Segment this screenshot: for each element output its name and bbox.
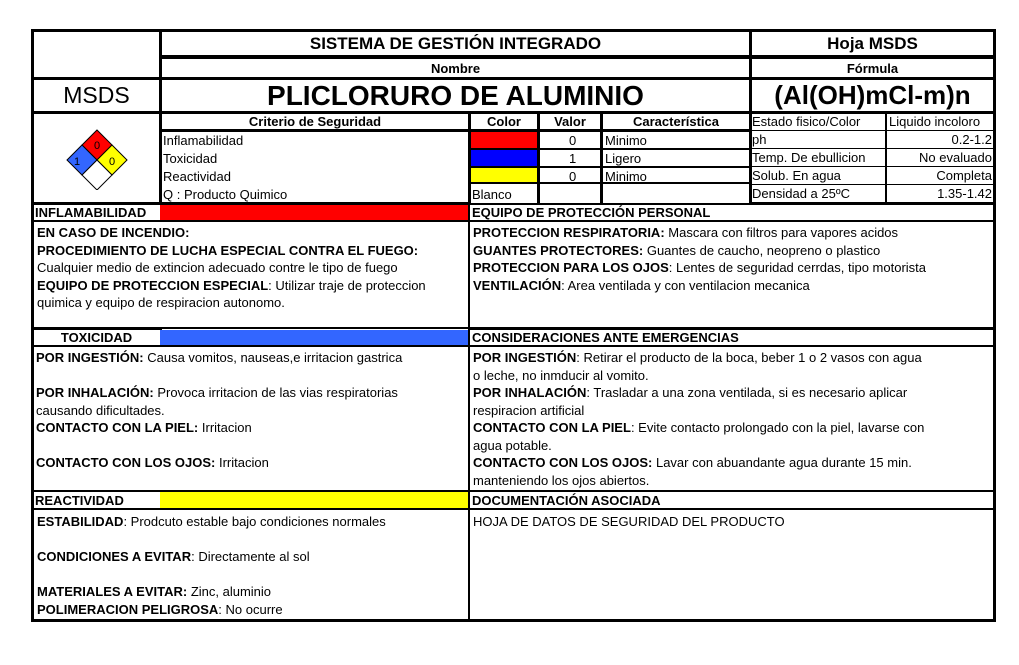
react-body (31, 508, 470, 622)
em-skin-text: : Evite contacto prolongado con la piel, lavarse con (630, 420, 925, 435)
em-inhalation-text-2: respiracion artificial (473, 402, 585, 418)
fire-text: Cualquier medio de extincion adecuado contre le tipo de fuego (37, 260, 398, 275)
nfpa-reactivity: 0 (109, 156, 116, 168)
eyes-text: : Lentes de seguridad cerrdas, tipo motorista (668, 260, 927, 275)
sheet-title: Hoja MSDS (749, 29, 996, 58)
docs-text: HOJA DE DATOS DE SEGURIDAD DEL PRODUCTO (473, 514, 785, 529)
properties-frame (749, 111, 996, 205)
prop-value: Liquido incoloro (887, 113, 994, 131)
tox-eyes-label: CONTACTO CON LOS OJOS: (36, 455, 216, 470)
special-equipment-label: EQUIPO DE PROTECCION ESPECIAL (37, 277, 269, 293)
em-inhalation-label: POR INHALACIÓN (473, 385, 587, 400)
prop-key: Solub. En agua (750, 167, 887, 185)
inflam-title: INFLAMABILIDAD (31, 203, 162, 222)
char-1: Ligero (605, 151, 642, 166)
nfpa-cell (31, 111, 162, 205)
ventilation-text: : Area ventilada y con ventilacion mecanica (561, 277, 810, 293)
char-0: Minimo (605, 133, 647, 148)
criterion-flammability: Inflamabilidad (163, 133, 244, 148)
stability-text: : Prodcuto estable bajo condiciones normales (123, 514, 386, 529)
tox-ingestion-label: POR INGESTIÓN: (36, 350, 144, 365)
value-header: Valor (537, 111, 603, 132)
em-eyes-text-2: manteniendo los ojos abiertos. (473, 472, 650, 488)
respiratory-label: PROTECCION RESPIRATORIA: (473, 225, 665, 240)
epp-title: EQUIPO DE PROTECCIÓN PERSONAL (468, 203, 996, 222)
tox-eyes-text: Irritacion (215, 455, 269, 470)
respiratory-text: Mascara con filtros para vapores acidos (664, 225, 899, 240)
tox-inhalation-text: Provoca irritacion de las vias respiratorias (153, 385, 398, 400)
name-label: Nombre (159, 56, 752, 80)
special-equipment-text: : Utilizar traje de proteccion (268, 277, 426, 293)
polymerization-label: POLIMERACION PELIGROSA (37, 601, 219, 617)
emerg-title: CONSIDERACIONES ANTE EMERGENCIAS (468, 328, 996, 347)
formula-label: Fórmula (749, 56, 996, 80)
eyes-label: PROTECCION PARA LOS OJOS (473, 260, 669, 275)
color-white: Blanco (472, 187, 512, 202)
polymerization-text: : No ocurre (218, 601, 283, 617)
avoid-materials-text: Zinc, aluminio (187, 584, 272, 599)
value-0: 0 (569, 133, 577, 148)
prop-value: 1.35-1.42 (937, 186, 992, 201)
tox-inhalation-label: POR INHALACIÓN: (36, 385, 154, 400)
product-formula: (Al(OH)mCl-m)n (749, 77, 996, 114)
criterion-reactivity: Reactividad (163, 169, 231, 184)
value-2: 0 (569, 169, 577, 184)
gloves-label: GUANTES PROTECTORES: (473, 242, 644, 258)
system-title: SISTEMA DE GESTIÓN INTEGRADO (159, 29, 752, 58)
prop-key: Densidad a 25ºC (750, 185, 887, 202)
stability-label: ESTABILIDAD (37, 514, 124, 529)
em-ingestion-label: POR INGESTIÓN (473, 350, 577, 365)
avoid-conditions-label: CONDICIONES A EVITAR (37, 549, 192, 564)
tox-skin-label: CONTACTO CON LA PIEL: (36, 420, 199, 435)
em-ingestion-text-2: o leche, no inmducir al vomito. (473, 367, 649, 383)
prop-value: Completa (887, 167, 994, 185)
em-inhalation-text: : Trasladar a una zona ventilada, si es necesario aplicar (586, 385, 908, 400)
gloves-text: Guantes de caucho, neopreno o plastico (643, 242, 881, 258)
avoid-materials-label: MATERIALES A EVITAR: (37, 584, 188, 599)
ventilation-label: VENTILACIÓN (473, 277, 562, 293)
inflam-red-bar (160, 205, 468, 220)
value-1: 1 (569, 151, 577, 166)
prop-value: No evaluado (887, 149, 994, 167)
color-header: Color (468, 111, 540, 132)
nfpa-health: 1 (74, 156, 81, 168)
em-eyes-text: Lavar con abuandante agua durante 15 min. (652, 455, 912, 470)
prop-key: ph (750, 131, 887, 149)
logo-cell (31, 29, 162, 80)
em-skin-label: CONTACTO CON LA PIEL (473, 420, 631, 435)
tox-inhalation-text-2: causando dificultades. (36, 402, 165, 418)
special-equipment-text-2: quimica y equipo de respiracion autonomo. (37, 295, 285, 310)
fire-procedure: PROCEDIMIENTO DE LUCHA ESPECIAL CONTRA EL FUEGO: (37, 242, 419, 258)
emerg-body (468, 345, 996, 492)
tox-body (31, 345, 470, 492)
criterion-toxicity: Toxicidad (163, 151, 218, 166)
prop-value: 0.2-1.2 (887, 131, 994, 149)
char-2: Minimo (605, 169, 647, 184)
product-name: PLICLORURO DE ALUMINIO (159, 77, 752, 114)
tox-blue-bar (160, 330, 468, 345)
prop-key: Estado fisico/Color (750, 113, 887, 131)
row-divider (468, 166, 750, 168)
em-skin-text-2: agua potable. (473, 437, 552, 453)
docs-title: DOCUMENTACIÓN ASOCIADA (468, 490, 996, 510)
prop-key: Temp. De ebullicion (750, 149, 887, 167)
msds-label: MSDS (31, 77, 162, 114)
em-ingestion-text: : Retirar el producto de la boca, beber 1 o 2 vasos con agua (576, 350, 922, 365)
characteristic-header: Característica (600, 111, 752, 132)
react-title: REACTIVIDAD (31, 490, 162, 510)
nfpa-diamond-icon (52, 120, 142, 190)
criteria-header: Criterio de Seguridad (159, 111, 471, 132)
docs-body (468, 508, 996, 622)
epp-body (468, 220, 996, 329)
react-yellow-bar (160, 492, 468, 508)
avoid-conditions-text: : Directamente al sol (191, 549, 310, 564)
color-red (471, 132, 538, 148)
inflam-body (31, 220, 470, 329)
tox-title: TOXICIDAD (31, 328, 162, 347)
fire-case: EN CASO DE INCENDIO: (37, 225, 190, 240)
tox-skin-text: Irritacion (198, 420, 252, 435)
criterion-chemical: Q : Producto Quimico (163, 187, 288, 202)
tox-ingestion-text: Causa vomitos, nauseas,e irritacion gastrica (143, 350, 403, 365)
nfpa-flammability: 0 (94, 140, 101, 152)
em-eyes-label: CONTACTO CON LOS OJOS: (473, 455, 653, 470)
